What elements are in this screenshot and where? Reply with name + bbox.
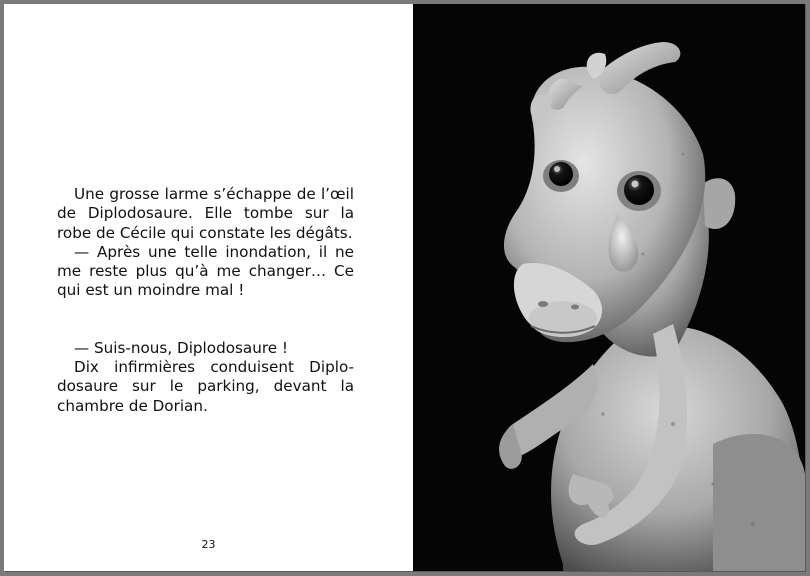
page-number: 23 bbox=[201, 538, 216, 551]
story-text bbox=[57, 185, 354, 416]
paragraph: — Après une telle inondation, il ne me reste plus qu’à me changer… Ce qui est un moindre mal ! bbox=[57, 242, 354, 300]
paragraph: Une grosse larme s’échappe de l’œil de Diplodosaure. Elle tombe sur la robe de Cécile qui constate les dégâts. bbox=[57, 185, 354, 242]
clay-dinosaur-illustration bbox=[413, 4, 805, 571]
left-page bbox=[4, 4, 413, 571]
paragraph: — Suis-nous, Diplodosaure ! bbox=[74, 338, 289, 357]
right-page-photo bbox=[413, 4, 805, 571]
book-spread bbox=[4, 4, 805, 571]
paragraph: Dix infirmières conduisent Diplo-dosaure sur le parking, devant la chambre de Dorian. bbox=[57, 358, 354, 415]
